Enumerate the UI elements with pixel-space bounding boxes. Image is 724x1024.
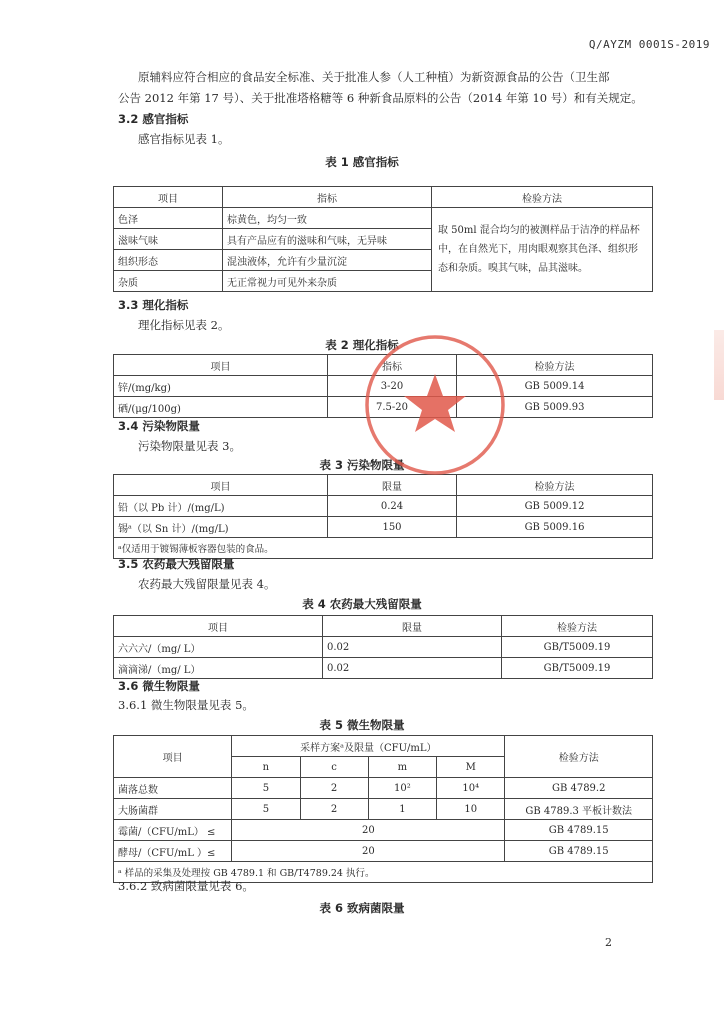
table2-header-spec: 指标 xyxy=(328,355,457,376)
table1-cell-method: 取 50ml 混合均匀的被测样品于洁净的样品杯中，在自然光下，用肉眼观察其色泽、组织形态和杂质。嗅其气味，品其滋味。 xyxy=(432,208,653,292)
section-heading-3-6: 3.6 微生物限量 xyxy=(118,679,200,693)
table5-cell-item: 霉菌/（CFU/mL） ≤ xyxy=(114,820,232,841)
table1-header-spec: 指标 xyxy=(223,187,432,208)
table1-cell-item: 滋味气味 xyxy=(114,229,223,250)
table1-header-item: 项目 xyxy=(114,187,223,208)
table4-header-limit: 限量 xyxy=(323,616,502,637)
table-row xyxy=(114,778,653,799)
table5-header-n: n xyxy=(232,757,300,778)
table4-cell-method: GB/T5009.19 xyxy=(502,637,653,658)
section-text-3-2: 感官指标见表 1。 xyxy=(138,132,230,146)
table5-header-M: M xyxy=(437,757,505,778)
table5-header-item: 项目 xyxy=(114,736,232,778)
table1-cell-spec: 混浊液体，允许有少量沉淀 xyxy=(223,250,432,271)
section-text-3-3: 理化指标见表 2。 xyxy=(138,318,230,332)
table5-header-method: 检验方法 xyxy=(505,736,653,778)
table2-cell-item: 锌/(mg/kg) xyxy=(114,376,328,397)
table2-cell-method: GB 5009.93 xyxy=(457,397,653,418)
table4-cell-item: 滴滴涕/（mg/ L） xyxy=(114,658,323,679)
company-seal-stamp xyxy=(360,330,510,480)
table4-cell-method: GB/T5009.19 xyxy=(502,658,653,679)
table5-cell-item: 酵母/（CFU/mL ）≤ xyxy=(114,841,232,862)
page-number: 2 xyxy=(605,936,612,949)
intro-line-1: 原辅料应符合相应的食品安全标准、关于批准人参（人工种植）为新资源食品的公告（卫生部 xyxy=(138,70,610,84)
table2-caption: 表 2 理化指标 xyxy=(325,338,399,352)
table1-sensory xyxy=(113,186,653,292)
table2-header-method: 检验方法 xyxy=(457,355,653,376)
table5-cell-limit: 20 xyxy=(232,841,505,862)
table3-header-limit: 限量 xyxy=(328,475,457,496)
table5-cell-method: GB 4789.15 xyxy=(505,841,653,862)
section-heading-3-2: 3.2 感官指标 xyxy=(118,112,189,126)
table1-cell-item: 杂质 xyxy=(114,271,223,292)
table5-cell-method: GB 4789.15 xyxy=(505,820,653,841)
table4-header-method: 检验方法 xyxy=(502,616,653,637)
edge-stamp-fragment xyxy=(714,330,724,400)
table5-header-c: c xyxy=(300,757,368,778)
section-text-3-6-1: 3.6.1 微生物限量见表 5。 xyxy=(118,698,254,712)
table3-cell-method: GB 5009.16 xyxy=(457,517,653,538)
intro-line-2: 公告 2012 年第 17 号）、关于批准塔格糖等 6 种新食品原料的公告（2014 年第 10 号）和有关规定。 xyxy=(118,91,643,105)
table3-contaminants xyxy=(113,474,653,559)
table2-cell-item: 硒/(μg/100g) xyxy=(114,397,328,418)
table-row xyxy=(114,517,653,538)
table1-cell-spec: 无正常视力可见外来杂质 xyxy=(223,271,432,292)
table2-cell-spec: 7.5-20 xyxy=(328,397,457,418)
table5-microbial xyxy=(113,735,653,883)
table4-cell-item: 六六六/（mg/ L） xyxy=(114,637,323,658)
table-row xyxy=(114,841,653,862)
table3-cell-limit: 150 xyxy=(328,517,457,538)
table5-cell-n: 5 xyxy=(232,778,300,799)
table1-cell-spec: 棕黄色，均匀一致 xyxy=(223,208,432,229)
table-row xyxy=(114,637,653,658)
section-heading-3-3: 3.3 理化指标 xyxy=(118,298,189,312)
table3-cell-item: 铅（以 Pb 计）/(mg/L) xyxy=(114,496,328,517)
table-row xyxy=(114,799,653,820)
table5-cell-M: 10 xyxy=(437,799,505,820)
section-text-3-4: 污染物限量见表 3。 xyxy=(138,439,241,453)
table-row xyxy=(114,820,653,841)
table1-header-method: 检验方法 xyxy=(432,187,653,208)
table1-cell-spec: 具有产品应有的滋味和气味，无异味 xyxy=(223,229,432,250)
section-text-3-6-2: 3.6.2 致病菌限量见表 6。 xyxy=(118,879,254,893)
table5-cell-c: 2 xyxy=(300,778,368,799)
table-row xyxy=(114,208,653,229)
table5-cell-m: 1 xyxy=(368,799,436,820)
table5-cell-M: 10⁴ xyxy=(437,778,505,799)
table3-caption: 表 3 污染物限量 xyxy=(319,458,405,472)
section-heading-3-5: 3.5 农药最大残留限量 xyxy=(118,557,235,571)
table4-cell-limit: 0.02 xyxy=(323,637,502,658)
table5-cell-item: 菌落总数 xyxy=(114,778,232,799)
document-id: Q/AYZM 0001S-2019 xyxy=(588,38,710,51)
table4-cell-limit: 0.02 xyxy=(323,658,502,679)
table4-header-item: 项目 xyxy=(114,616,323,637)
section-heading-3-4: 3.4 污染物限量 xyxy=(118,419,200,433)
table1-caption: 表 1 感官指标 xyxy=(325,155,399,169)
table1-cell-item: 色泽 xyxy=(114,208,223,229)
table3-header-method: 检验方法 xyxy=(457,475,653,496)
table5-cell-c: 2 xyxy=(300,799,368,820)
table5-cell-item: 大肠菌群 xyxy=(114,799,232,820)
table3-cell-method: GB 5009.12 xyxy=(457,496,653,517)
table-row xyxy=(114,496,653,517)
section-text-3-5: 农药最大残留限量见表 4。 xyxy=(138,577,276,591)
table-row xyxy=(114,658,653,679)
table2-cell-method: GB 5009.14 xyxy=(457,376,653,397)
table5-cell-m: 10² xyxy=(368,778,436,799)
table5-cell-n: 5 xyxy=(232,799,300,820)
table4-caption: 表 4 农药最大残留限量 xyxy=(302,597,422,611)
table3-header-item: 项目 xyxy=(114,475,328,496)
table6-caption: 表 6 致病菌限量 xyxy=(319,901,405,915)
table3-cell-item: 锡ᵃ（以 Sn 计）/(mg/L) xyxy=(114,517,328,538)
table2-cell-spec: 3-20 xyxy=(328,376,457,397)
table5-cell-limit: 20 xyxy=(232,820,505,841)
table5-header-plan: 采样方案ᵃ及限量（CFU/mL） xyxy=(232,736,505,757)
table5-cell-method: GB 4789.2 xyxy=(505,778,653,799)
table3-footnote: ᵃ仅适用于镀锡薄板容器包装的食品。 xyxy=(114,538,653,559)
table5-cell-method: GB 4789.3 平板计数法 xyxy=(505,799,653,820)
table2-header-item: 项目 xyxy=(114,355,328,376)
table5-footnote: ᵃ 样品的采集及处理按 GB 4789.1 和 GB/T4789.24 执行。 xyxy=(114,862,653,883)
table5-caption: 表 5 微生物限量 xyxy=(319,718,405,732)
table5-header-m: m xyxy=(368,757,436,778)
table4-pesticides xyxy=(113,615,653,679)
table1-cell-item: 组织形态 xyxy=(114,250,223,271)
table3-cell-limit: 0.24 xyxy=(328,496,457,517)
